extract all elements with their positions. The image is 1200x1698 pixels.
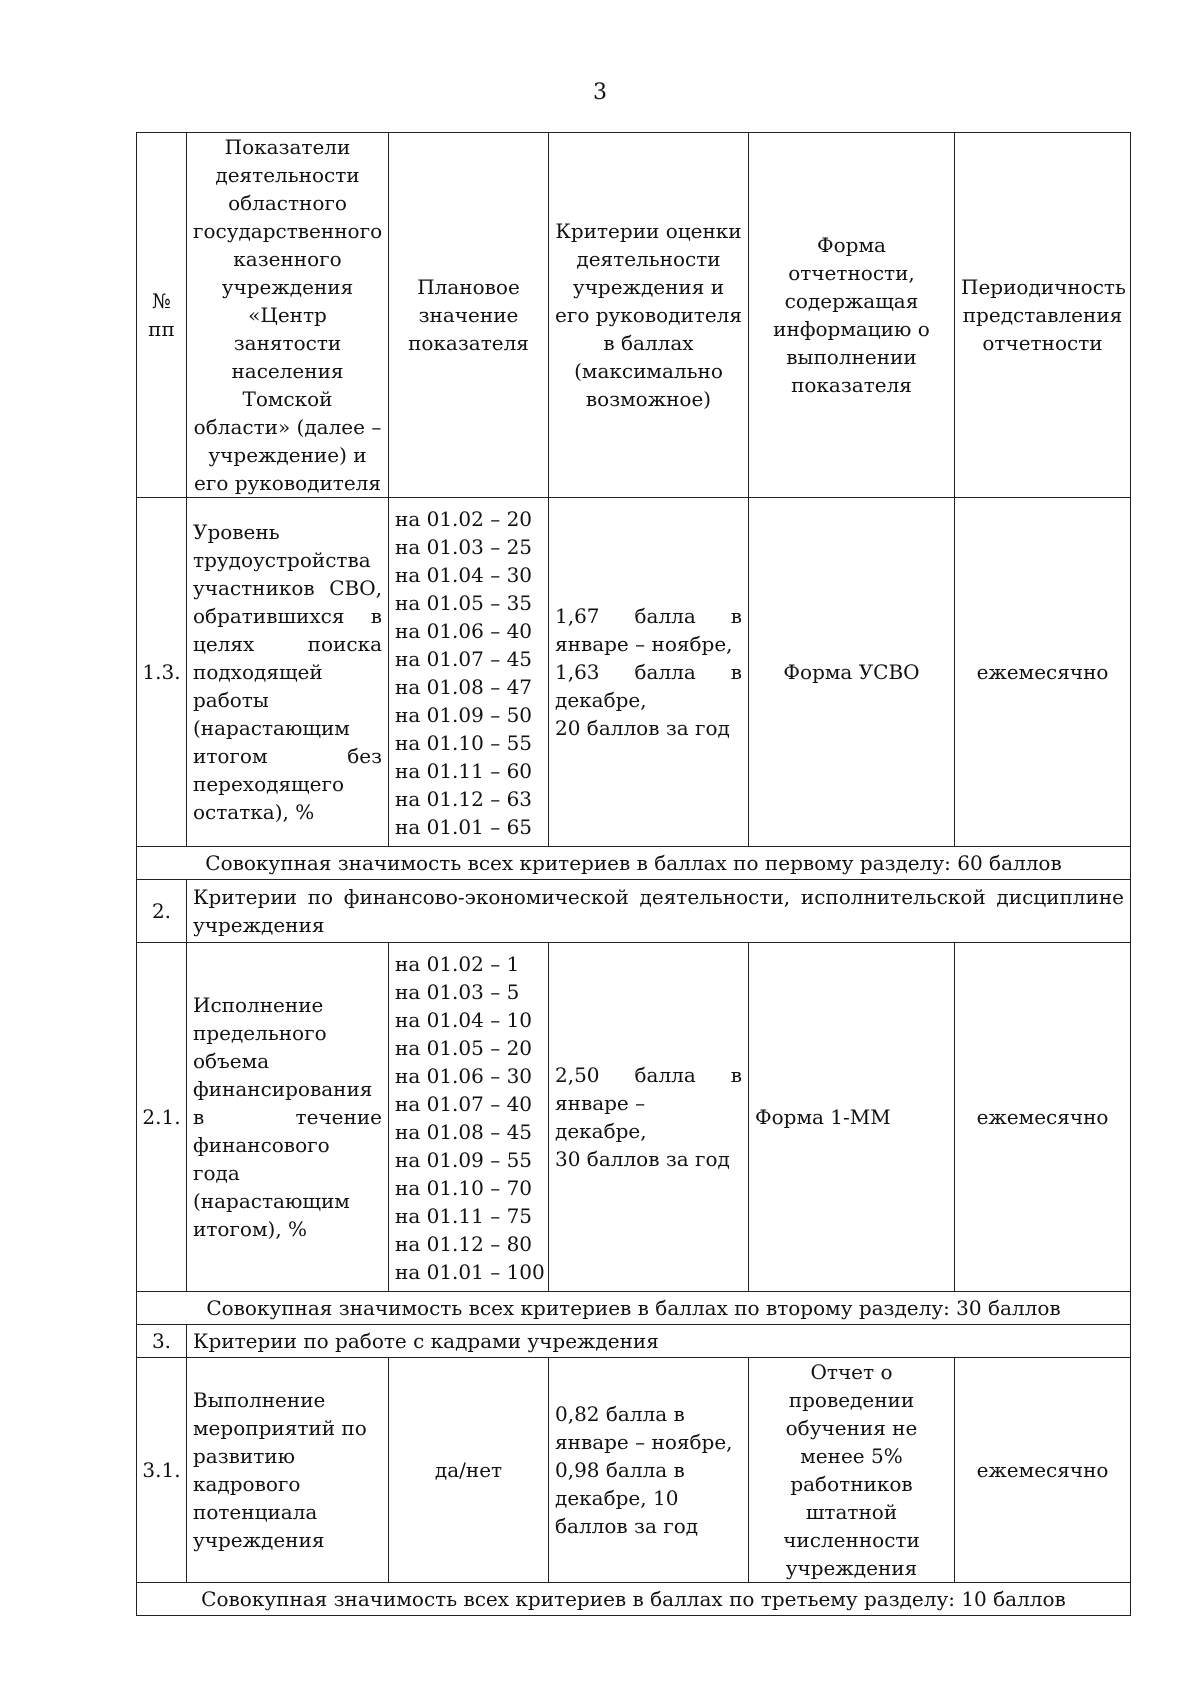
planned-value: на 01.05 – 35 (395, 591, 533, 615)
summary-text: Совокупная значимость всех критериев в баллах по первому разделу: 60 баллов (137, 847, 1131, 880)
section-3-row (137, 1325, 1131, 1358)
planned-value: на 01.06 – 40 (395, 619, 533, 643)
planned-value: на 01.01 – 100 (395, 1260, 545, 1284)
planned-values (389, 943, 549, 1292)
planned-value: на 01.10 – 70 (395, 1176, 533, 1200)
criteria-table (136, 132, 1131, 1616)
criteria-line: январе – декабре, (555, 1091, 647, 1143)
planned-value: да/нет (389, 1358, 549, 1583)
page-number: 3 (593, 80, 607, 105)
indicator-cell: Исполнение предельного объема финансирования в течение финансового года (нарастающим итогом), % (187, 943, 389, 1292)
planned-values (389, 498, 549, 847)
summary-text: Совокупная значимость всех критериев в баллах по третьему разделу: 10 баллов (137, 1583, 1131, 1616)
summary-row-1 (137, 847, 1131, 880)
section-number: 2. (137, 880, 187, 943)
periodicity-cell: ежемесячно (955, 498, 1131, 847)
table-row-1-3 (137, 498, 1131, 847)
header-num: № пп (137, 133, 187, 498)
header-row (137, 133, 1131, 498)
criteria-cell (549, 498, 749, 847)
header-criteria: Критерии оценки деятельности учреждения и его руководителя в баллах (максимально возможное) (549, 133, 749, 498)
criteria-line: декабре, (555, 688, 647, 712)
table-row-3-1 (137, 1358, 1131, 1583)
report-form-cell: Форма 1-ММ (749, 943, 955, 1292)
planned-value: на 01.10 – 55 (395, 731, 533, 755)
row-number: 2.1. (137, 943, 187, 1292)
header-report-form: Форма отчетности, содержащая информацию о выполнении показателя (749, 133, 955, 498)
summary-text: Совокупная значимость всех критериев в баллах по второму разделу: 30 баллов (137, 1292, 1131, 1325)
planned-value: на 01.03 – 25 (395, 535, 533, 559)
planned-value: на 01.11 – 75 (395, 1204, 533, 1228)
section-title: Критерии по финансово-экономической деятельности, исполнительской дисциплине учреждения (187, 880, 1131, 943)
planned-value: на 01.03 – 5 (395, 980, 520, 1004)
criteria-line: 10 баллов за год (555, 1486, 699, 1538)
planned-value: на 01.05 – 20 (395, 1036, 533, 1060)
planned-value: на 01.12 – 80 (395, 1232, 533, 1256)
row-number: 3.1. (137, 1358, 187, 1583)
planned-value: на 01.04 – 30 (395, 563, 533, 587)
summary-row-2 (137, 1292, 1131, 1325)
planned-value: на 01.06 – 30 (395, 1064, 533, 1088)
planned-value: на 01.08 – 45 (395, 1120, 533, 1144)
indicator-cell: Выполнение мероприятий по развитию кадрового потенциала учреждения (187, 1358, 389, 1583)
section-2-row (137, 880, 1131, 943)
criteria-line: январе – ноябре, (555, 1430, 733, 1454)
header-periodicity: Периодичность представления отчетности (955, 133, 1131, 498)
table-row-2-1 (137, 943, 1131, 1292)
criteria-line: 0,82 балла в (555, 1402, 685, 1426)
criteria-line: 2,50 балла в (555, 1063, 742, 1087)
planned-value: на 01.12 – 63 (395, 787, 533, 811)
periodicity-cell: ежемесячно (955, 943, 1131, 1292)
planned-value: на 01.08 – 47 (395, 675, 533, 699)
planned-value: на 01.04 – 10 (395, 1008, 533, 1032)
planned-value: на 01.02 – 1 (395, 952, 520, 976)
planned-value: на 01.02 – 20 (395, 507, 533, 531)
section-number: 3. (137, 1325, 187, 1358)
planned-value: на 01.09 – 50 (395, 703, 533, 727)
planned-value: на 01.01 – 65 (395, 815, 533, 839)
summary-row-3 (137, 1583, 1131, 1616)
periodicity-cell: ежемесячно (955, 1358, 1131, 1583)
report-form-cell: Форма УСВО (749, 498, 955, 847)
indicator-cell: Уровень трудоустройства участников СВО, обратившихся в целях поиска подходящей работы (нарастающим итогом без переходящего остатка), % (187, 498, 389, 847)
criteria-line: 1,67 балла в (555, 604, 742, 628)
criteria-line: 30 баллов за год (555, 1147, 730, 1171)
criteria-line: 1,63 балла в (555, 660, 742, 684)
criteria-line: декабре, (555, 1486, 647, 1510)
criteria-cell (549, 943, 749, 1292)
criteria-line: 20 баллов за год (555, 716, 730, 740)
section-title: Критерии по работе с кадрами учреждения (187, 1325, 1131, 1358)
planned-value: на 01.07 – 40 (395, 1092, 533, 1116)
header-planned: Плановое значение показателя (389, 133, 549, 498)
criteria-cell (549, 1358, 749, 1583)
planned-value: на 01.09 – 55 (395, 1148, 533, 1172)
criteria-line: январе – ноябре, (555, 632, 733, 656)
planned-value: на 01.07 – 45 (395, 647, 533, 671)
row-number: 1.3. (137, 498, 187, 847)
criteria-line: 0,98 балла в (555, 1458, 685, 1482)
header-indicators: Показатели деятельности областного государственного казенного учреждения «Центр занятости населения Томской области» (далее – учреждение) и его руководителя (187, 133, 389, 498)
report-form-cell: Отчет о проведении обучения не менее 5% работников штатной численности учреждения (749, 1358, 955, 1583)
planned-value: на 01.11 – 60 (395, 759, 533, 783)
